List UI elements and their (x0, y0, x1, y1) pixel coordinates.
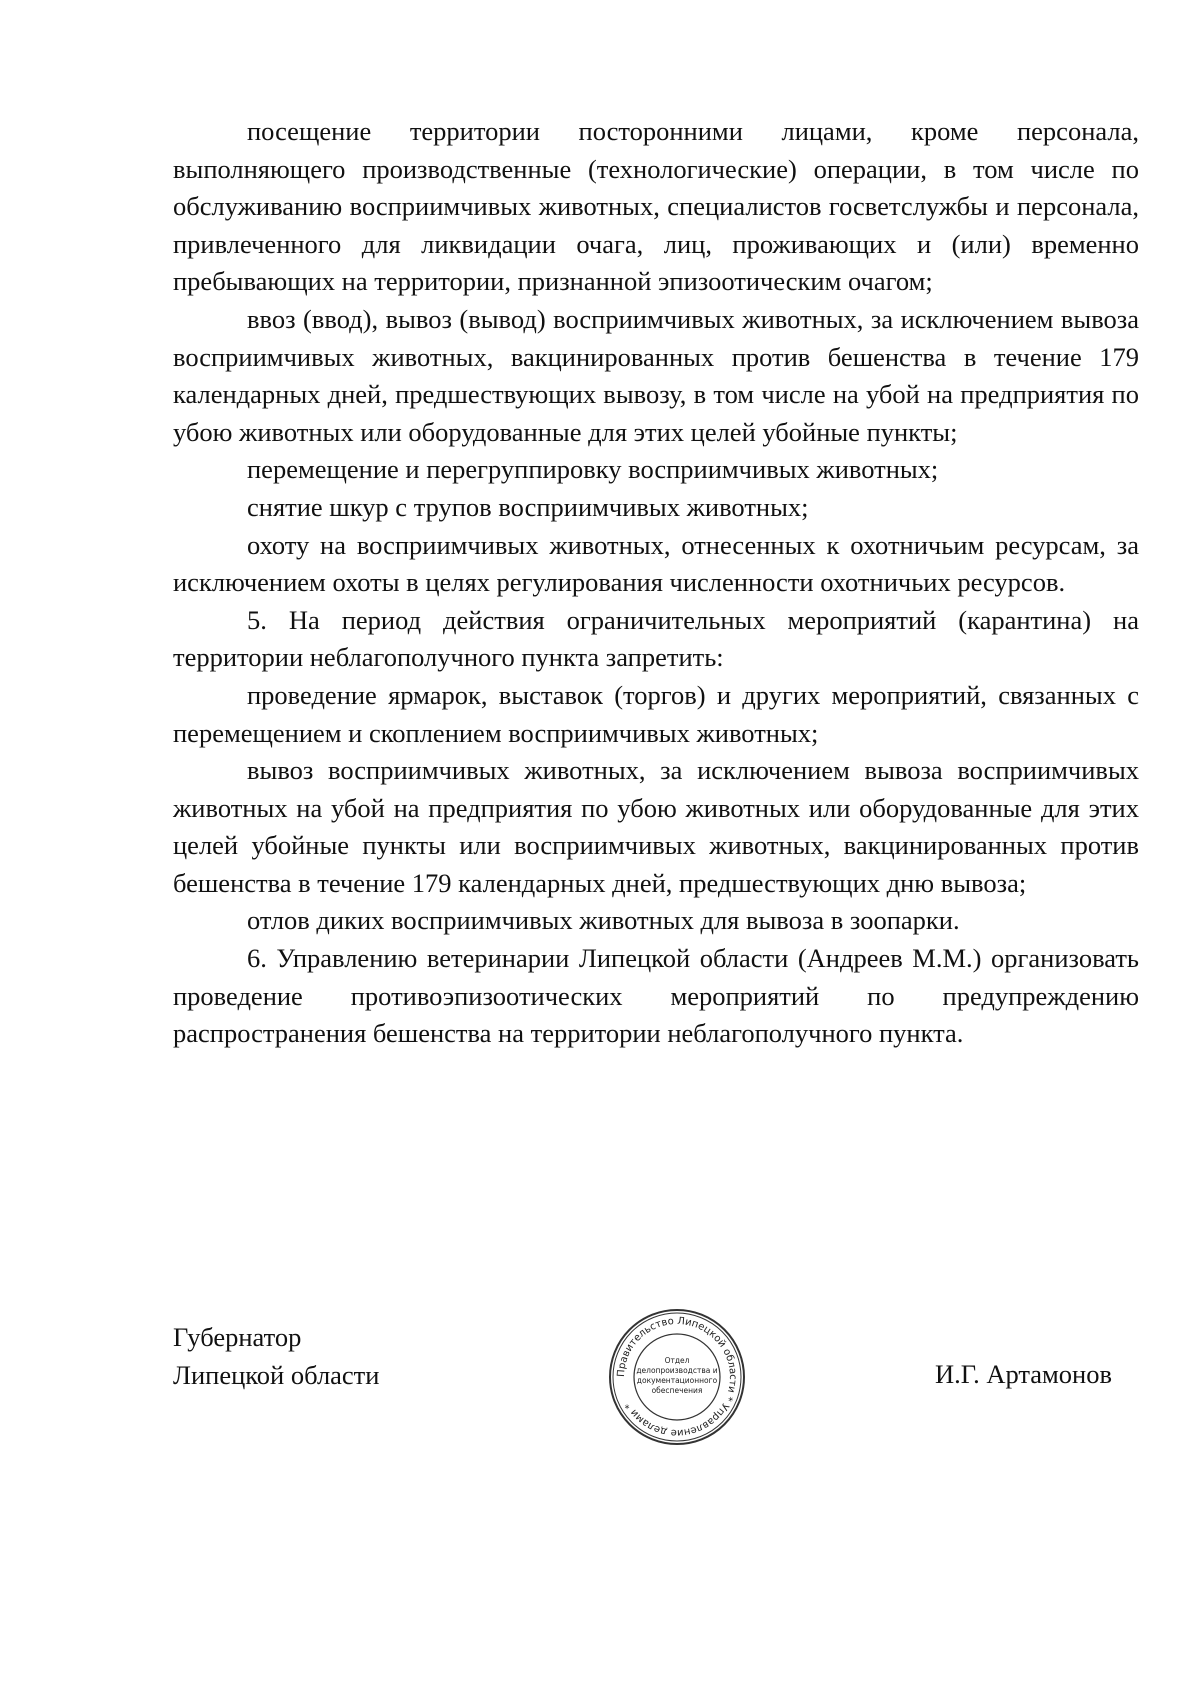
stamp-inner-line-3: документационного (636, 1376, 718, 1385)
paragraph-fairs-ban: проведение ярмарок, выставок (торгов) и других мероприятий, связанных с перемещением и скоплением восприимчивых животных; (173, 679, 1139, 748)
paragraph-visit-ban: посещение территории посторонними лицами, кроме персонала, выполняющего производственные (технологические) операции, в том числе по обслуживанию восприимчивых животных, специалистов госветслужбы и персонала, привлеченного для ликвидации очага, лиц, проживающих и (или) временно пребывающих на территории, признанной эпизоотическим очагом; (173, 116, 1139, 297)
paragraph-hunting-ban: охоту на восприимчивых животных, отнесенных к охотничьим ресурсам, за исключением охоты в целях регулирования численности охотничьих ресурсов. (173, 529, 1139, 598)
paragraph-export-ban: вывоз восприимчивых животных, за исключением вывоза восприимчивых животных на убой на предприятия по убою животных или оборудованные для этих целей убойные пункты или восприимчивых животных, вакцинированных против бешенства в течение 179 календарных дней, предшествующих дню вывоза; (173, 755, 1139, 898)
document-body (173, 113, 1139, 1053)
signature-block (173, 1307, 1139, 1457)
stamp-inner-line-4: обеспечения (651, 1386, 703, 1395)
official-stamp (607, 1307, 747, 1447)
paragraph-regrouping-ban: перемещение и перегруппировку восприимчивых животных; (247, 454, 939, 485)
stamp-inner-line-2: делопроизводства и (636, 1366, 718, 1375)
stamp-inner-line-1: Отдел (664, 1356, 690, 1365)
paragraph-skinning-ban: снятие шкур с трупов восприимчивых животных; (247, 491, 809, 522)
signatory-title-line-2: Липецкой области (173, 1359, 380, 1390)
stamp-outer-text: Правительство Липецкой области * Управление делами * (615, 1315, 739, 1439)
signatory-title (173, 1319, 379, 1394)
paragraph-item-6: 6. Управлению ветеринарии Липецкой области (Андреев М.М.) организовать проведение противоэпизоотических мероприятий по предупреждению распространения бешенства на территории неблагополучного пункта. (173, 943, 1139, 1049)
paragraph-import-export-ban: ввоз (ввод), вывоз (вывод) восприимчивых животных, за исключением вывоза восприимчивых животных, вакцинированных против бешенства в течение 179 календарных дней, предшествующих вывозу, в том числе на убой на предприятия по убою животных или оборудованные для этих целей убойные пункты; (173, 303, 1139, 447)
paragraph-item-5: 5. На период действия ограничительных мероприятий (карантина) на территории неблагополучного пункта запретить: (173, 604, 1139, 673)
paragraph-capture-ban: отлов диких восприимчивых животных для вывоза в зоопарки. (247, 905, 960, 936)
signatory-title-line-1: Губернатор (173, 1322, 302, 1352)
signatory-name: И.Г. Артамонов (934, 1359, 1112, 1389)
